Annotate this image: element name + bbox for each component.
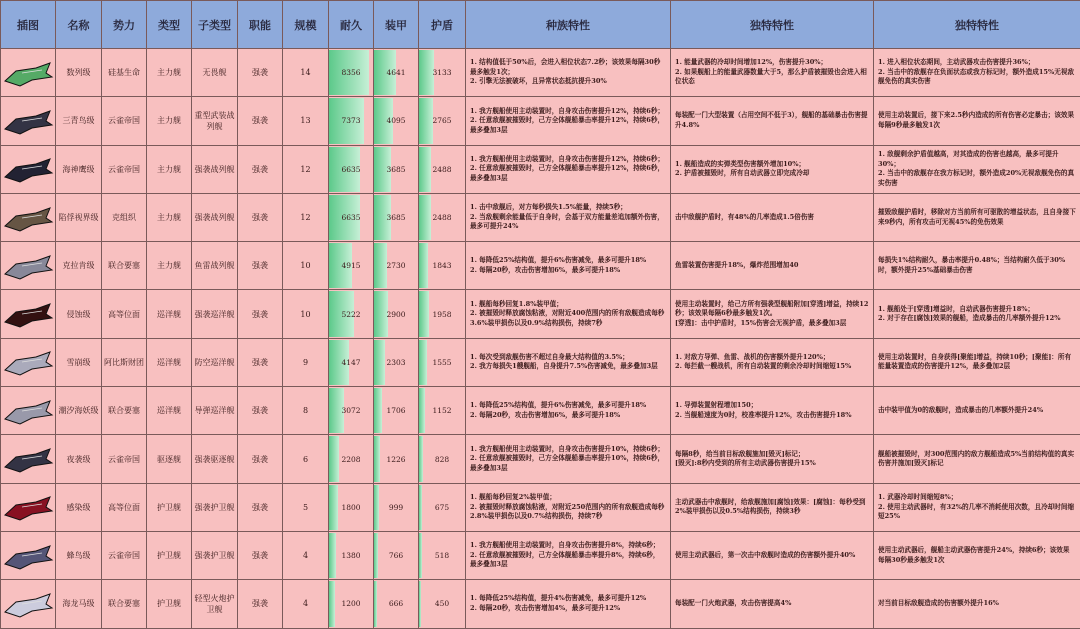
data-bar xyxy=(374,340,385,385)
value: 1200 xyxy=(341,599,360,608)
cell-trait-race: 1. 每次受到敌舰伤害不超过自身最大结构值的3.5%； 2. 我方每损失1艘舰船，自身提升7.5%伤害减免，最多叠加3层 xyxy=(466,338,671,386)
cell-role: 强袭 xyxy=(238,483,283,531)
column-header[interactable]: 类型 xyxy=(147,1,192,49)
table-row xyxy=(1,338,1080,386)
cell-hp xyxy=(329,531,374,579)
cell-armor xyxy=(374,338,419,386)
header-row xyxy=(1,1,1080,49)
value: 2730 xyxy=(386,261,405,270)
ship-icon xyxy=(2,487,54,527)
value: 518 xyxy=(435,551,449,560)
data-bar xyxy=(374,436,380,481)
cell-trait-race: 1. 结构值低于50%后，会进入相位状态7.2秒；该效果每隔30秒最多触发1次； 2. 引擎无法被破坏，且异常状态抵抗提升30% xyxy=(466,49,671,97)
table-row xyxy=(1,97,1080,145)
value: 7373 xyxy=(341,116,360,125)
cell-size: 4 xyxy=(283,580,329,628)
column-header[interactable]: 装甲 xyxy=(374,1,419,49)
cell-shield xyxy=(419,580,466,628)
cell-trait-u1: 主动武器击中敌舰时，给敌舰施加[腐蚀]效果：[腐蚀]：每秒受到2%装甲损伤以及0.5%结构损伤，持续3秒 xyxy=(671,483,874,531)
ship-icon xyxy=(2,536,54,576)
cell-trait-u1: 每装配一门大型装置（占用空间不低于3），舰船的基础暴击伤害提升4.8% xyxy=(671,97,874,145)
cell-size: 8 xyxy=(283,387,329,435)
cell-shield xyxy=(419,387,466,435)
table-row xyxy=(1,483,1080,531)
cell-hp xyxy=(329,387,374,435)
cell-trait-u1: 1. 导弹装置射程增加150； 2. 当舰船速度为0时，校准率提升12%，攻击伤害提升18% xyxy=(671,387,874,435)
table-row xyxy=(1,580,1080,628)
cell-hp xyxy=(329,97,374,145)
cell-armor xyxy=(374,580,419,628)
cell-shield xyxy=(419,483,466,531)
cell-shield xyxy=(419,145,466,193)
cell-faction: 云雀帝国 xyxy=(102,97,147,145)
cell-shield xyxy=(419,242,466,290)
cell-subtype: 强袭护卫舰 xyxy=(192,483,238,531)
value: 8356 xyxy=(341,68,360,77)
cell-trait-race: 1. 每降低25%结构值，提升6%伤害减免，最多可提升18% 2. 每隔20秒，攻击伤害增加6%，最多可提升18% xyxy=(466,387,671,435)
cell-role: 强袭 xyxy=(238,580,283,628)
data-bar xyxy=(419,291,429,336)
cell-size: 12 xyxy=(283,193,329,241)
column-header[interactable]: 护盾 xyxy=(419,1,466,49)
table-row xyxy=(1,193,1080,241)
cell-name: 蜂鸟级 xyxy=(56,531,102,579)
ship-illustration xyxy=(1,242,56,290)
cell-type: 驱逐舰 xyxy=(147,435,192,483)
cell-trait-race: 1. 舰船每秒回复2%装甲值； 2. 被摧毁时释放腐蚀粘液，对附近250范围内的所有敌舰造成每秒2.8%装甲损伤以及0.7%结构损伤，持续7秒 xyxy=(466,483,671,531)
cell-trait-race: 1. 我方舰船使用主动装置时，自身攻击伤害提升10%，持续6秒； 2. 任意敌舰被摧毁时，己方全体舰船暴击率提升10%，持续6秒，最多叠加3层 xyxy=(466,435,671,483)
cell-subtype: 导弹巡洋舰 xyxy=(192,387,238,435)
cell-trait-u1: 使用主动装置时，给己方所有强袭型舰船附加[穿透]增益，持续12秒；该效果每隔6秒最多触发1次。 [穿透]：击中护盾时，15%伤害会无视护盾，最多叠加3层 xyxy=(671,290,874,338)
cell-type: 护卫舰 xyxy=(147,580,192,628)
ship-icon xyxy=(2,294,54,334)
data-bar xyxy=(374,485,379,530)
column-header[interactable]: 耐久 xyxy=(329,1,374,49)
data-bar xyxy=(419,243,428,288)
cell-armor xyxy=(374,435,419,483)
cell-subtype: 强袭护卫舰 xyxy=(192,531,238,579)
cell-role: 强袭 xyxy=(238,435,283,483)
cell-shield xyxy=(419,338,466,386)
ship-icon xyxy=(2,439,54,479)
cell-shield xyxy=(419,49,466,97)
ship-illustration xyxy=(1,387,56,435)
value: 2765 xyxy=(432,116,451,125)
cell-trait-u2: 摧毁敌舰护盾时，移除对方当前所有可驱散的增益状态，且自身接下来9秒内，所有攻击可无视45%的免伤效果 xyxy=(874,193,1080,241)
cell-role: 强袭 xyxy=(238,145,283,193)
cell-hp xyxy=(329,580,374,628)
cell-faction: 云雀帝国 xyxy=(102,145,147,193)
cell-subtype: 防空巡洋舰 xyxy=(192,338,238,386)
table-row xyxy=(1,435,1080,483)
data-bar xyxy=(419,98,433,143)
cell-name: 感染级 xyxy=(56,483,102,531)
cell-role: 强袭 xyxy=(238,242,283,290)
cell-shield xyxy=(419,97,466,145)
cell-faction: 联合要塞 xyxy=(102,580,147,628)
cell-size: 13 xyxy=(283,97,329,145)
cell-shield xyxy=(419,531,466,579)
cell-shield xyxy=(419,435,466,483)
cell-subtype: 强袭战列舰 xyxy=(192,193,238,241)
cell-armor xyxy=(374,387,419,435)
ship-illustration xyxy=(1,531,56,579)
cell-size: 12 xyxy=(283,145,329,193)
cell-trait-race: 1. 击中敌舰后，对方每秒损失1.5%能量，持续5秒； 2. 当敌舰剩余能量低于自身时，会基于双方能量差追加额外伤害，最多可提升24% xyxy=(466,193,671,241)
table-row xyxy=(1,242,1080,290)
cell-trait-u2: 使用主动装置时，自身获得[聚能]增益，持续10秒；[聚能]：所有能量装置造成的伤害提升12%，最多叠加2层 xyxy=(874,338,1080,386)
value: 450 xyxy=(435,599,449,608)
cell-name: 克拉肯级 xyxy=(56,242,102,290)
value: 1706 xyxy=(386,406,405,415)
data-bar xyxy=(329,581,335,626)
cell-trait-u1: 每隔8秒，给当前目标敌舰施加[毁灭]标记； [毁灭]:8秒内受到的所有主动武器伤害提升15% xyxy=(671,435,874,483)
cell-role: 强袭 xyxy=(238,387,283,435)
cell-type: 巡洋舰 xyxy=(147,290,192,338)
cell-armor xyxy=(374,290,419,338)
ship-icon xyxy=(2,149,54,189)
column-header[interactable]: 名称 xyxy=(56,1,102,49)
cell-role: 强袭 xyxy=(238,290,283,338)
cell-hp xyxy=(329,483,374,531)
cell-type: 巡洋舰 xyxy=(147,338,192,386)
cell-size: 6 xyxy=(283,435,329,483)
data-bar xyxy=(419,436,423,481)
cell-name: 海神鹰级 xyxy=(56,145,102,193)
cell-hp xyxy=(329,290,374,338)
data-bar xyxy=(419,581,421,626)
cell-armor xyxy=(374,242,419,290)
cell-size: 10 xyxy=(283,290,329,338)
table-row xyxy=(1,531,1080,579)
value: 2488 xyxy=(432,165,451,174)
cell-trait-u1: 1. 能量武器的冷却时间增加12%，伤害提升30%； 2. 如果舰船上的能量武器数量大于5，那么护盾被摧毁也会进入相位状态 xyxy=(671,49,874,97)
value: 1380 xyxy=(341,551,360,560)
value: 4915 xyxy=(341,261,360,270)
value: 3072 xyxy=(341,406,360,415)
value: 6635 xyxy=(341,165,360,174)
value: 2303 xyxy=(386,358,405,367)
ship-icon xyxy=(2,342,54,382)
cell-shield xyxy=(419,290,466,338)
cell-type: 护卫舰 xyxy=(147,531,192,579)
data-bar xyxy=(374,243,387,288)
cell-armor xyxy=(374,97,419,145)
value: 6635 xyxy=(341,213,360,222)
value: 1152 xyxy=(432,406,451,415)
value: 1843 xyxy=(432,261,451,270)
ship-illustration xyxy=(1,435,56,483)
cell-subtype: 强袭驱逐舰 xyxy=(192,435,238,483)
data-bar xyxy=(419,388,425,433)
cell-faction: 云雀帝国 xyxy=(102,435,147,483)
cell-hp xyxy=(329,338,374,386)
ship-icon xyxy=(2,584,54,624)
value: 2208 xyxy=(341,455,360,464)
ship-illustration xyxy=(1,483,56,531)
data-bar xyxy=(419,147,431,192)
cell-type: 主力舰 xyxy=(147,242,192,290)
data-bar xyxy=(419,195,431,240)
cell-faction: 云雀帝国 xyxy=(102,531,147,579)
ship-illustration xyxy=(1,290,56,338)
column-header[interactable]: 职能 xyxy=(238,1,283,49)
column-header[interactable]: 规模 xyxy=(283,1,329,49)
cell-faction: 高等位面 xyxy=(102,483,147,531)
cell-name: 侵蚀级 xyxy=(56,290,102,338)
data-bar xyxy=(374,581,377,626)
cell-name: 数列级 xyxy=(56,49,102,97)
ship-illustration xyxy=(1,580,56,628)
cell-name: 三青鸟级 xyxy=(56,97,102,145)
value: 828 xyxy=(435,455,449,464)
cell-faction: 联合要塞 xyxy=(102,387,147,435)
value: 3685 xyxy=(386,213,405,222)
cell-faction: 硅基生命 xyxy=(102,49,147,97)
ship-illustration xyxy=(1,193,56,241)
value: 666 xyxy=(389,599,403,608)
ship-icon xyxy=(2,246,54,286)
cell-trait-race: 1. 舰船每秒回复1.8%装甲值； 2. 被摧毁时释放腐蚀粘液，对附近400范围内的所有敌舰造成每秒3.6%装甲损伤以及0.9%结构损伤，持续7秒 xyxy=(466,290,671,338)
cell-shield xyxy=(419,193,466,241)
cell-size: 4 xyxy=(283,531,329,579)
value: 675 xyxy=(435,503,449,512)
ship-illustration xyxy=(1,338,56,386)
value: 1226 xyxy=(386,455,405,464)
cell-armor xyxy=(374,193,419,241)
column-header[interactable]: 种族特性 xyxy=(466,1,671,49)
cell-trait-u1: 1. 舰船造成的实弹类型伤害额外增加10%； 2. 护盾被摧毁时，所有自动武器立即完成冷却 xyxy=(671,145,874,193)
ship-icon xyxy=(2,198,54,238)
cell-armor xyxy=(374,483,419,531)
cell-armor xyxy=(374,531,419,579)
cell-trait-u1: 1. 对敌方导弹、鱼雷、战机的伤害额外提升120%； 2. 每拦截一艘战机，所有自动装置的剩余冷却时间缩短15% xyxy=(671,338,874,386)
data-bar xyxy=(374,388,382,433)
value: 2488 xyxy=(432,213,451,222)
cell-trait-u2: 1. 进入相位状态期间，主动武器攻击伤害提升36%； 2. 当击中的敌舰存在负面状态或我方标记时，额外造成15%无视敌舰免伤的真实伤害 xyxy=(874,49,1080,97)
cell-trait-u1: 使用主动武器后，第一次击中敌舰时造成的伤害额外提升40% xyxy=(671,531,874,579)
cell-trait-race: 1. 我方舰船使用主动装置时，自身攻击伤害提升12%，持续6秒； 2. 任意敌舰被摧毁时，己方全体舰船暴击率提升12%，持续6秒，最多叠加3层 xyxy=(466,145,671,193)
cell-trait-u2: 击中装甲值为0的敌舰时，造成暴击的几率额外提升24% xyxy=(874,387,1080,435)
ship-icon xyxy=(2,101,54,141)
cell-subtype: 强袭战列舰 xyxy=(192,145,238,193)
cell-hp xyxy=(329,193,374,241)
table-row xyxy=(1,145,1080,193)
cell-trait-u1: 每装配一门火炮武器，攻击伤害提高4% xyxy=(671,580,874,628)
cell-type: 巡洋舰 xyxy=(147,387,192,435)
value: 999 xyxy=(389,503,403,512)
cell-subtype: 轻型火炮护卫舰 xyxy=(192,580,238,628)
cell-name: 海龙马级 xyxy=(56,580,102,628)
value: 4147 xyxy=(341,358,360,367)
cell-subtype: 无畏舰 xyxy=(192,49,238,97)
value: 2900 xyxy=(386,310,405,319)
cell-type: 主力舰 xyxy=(147,49,192,97)
data-bar xyxy=(329,485,338,530)
cell-trait-race: 1. 每降低25%结构值，提升4%伤害减免，最多可提升12% 2. 每隔20秒，攻击伤害增加4%，最多可提升12% xyxy=(466,580,671,628)
data-bar xyxy=(374,533,378,578)
cell-size: 9 xyxy=(283,338,329,386)
cell-role: 强袭 xyxy=(238,49,283,97)
cell-type: 主力舰 xyxy=(147,193,192,241)
cell-subtype: 强袭巡洋舰 xyxy=(192,290,238,338)
cell-armor xyxy=(374,49,419,97)
cell-faction: 克组织 xyxy=(102,193,147,241)
value: 1555 xyxy=(432,358,451,367)
cell-name: 雪崩级 xyxy=(56,338,102,386)
data-bar xyxy=(419,533,422,578)
cell-role: 强袭 xyxy=(238,531,283,579)
cell-hp xyxy=(329,145,374,193)
cell-trait-u2: 使用主动装置后，接下来2.5秒内造成的所有伤害必定暴击；该效果每隔9秒最多触发1次 xyxy=(874,97,1080,145)
column-header[interactable]: 势力 xyxy=(102,1,147,49)
table-row xyxy=(1,49,1080,97)
cell-type: 主力舰 xyxy=(147,145,192,193)
cell-name: 陷俘视界级 xyxy=(56,193,102,241)
column-header[interactable]: 独特特性 xyxy=(874,1,1080,49)
value: 1800 xyxy=(341,503,360,512)
value: 4641 xyxy=(386,68,405,77)
cell-name: 夜袭级 xyxy=(56,435,102,483)
value: 3685 xyxy=(386,165,405,174)
data-bar xyxy=(419,485,422,530)
column-header[interactable]: 插图 xyxy=(1,1,56,49)
cell-trait-u1: 击中敌舰护盾时，有48%的几率造成1.5倍伤害 xyxy=(671,193,874,241)
value: 5222 xyxy=(341,310,360,319)
cell-size: 5 xyxy=(283,483,329,531)
cell-faction: 联合要塞 xyxy=(102,242,147,290)
cell-subtype: 重型武装战列舰 xyxy=(192,97,238,145)
ship-illustration xyxy=(1,49,56,97)
data-bar xyxy=(329,436,339,481)
cell-size: 10 xyxy=(283,242,329,290)
cell-subtype: 鱼雷战列舰 xyxy=(192,242,238,290)
ship-icon xyxy=(2,391,54,431)
cell-hp xyxy=(329,49,374,97)
cell-trait-u2: 对当前目标敌舰造成的伤害额外提升16% xyxy=(874,580,1080,628)
value: 4095 xyxy=(386,116,405,125)
cell-hp xyxy=(329,435,374,483)
column-header[interactable]: 独特特性 xyxy=(671,1,874,49)
cell-role: 强袭 xyxy=(238,193,283,241)
data-bar xyxy=(329,533,336,578)
cell-armor xyxy=(374,145,419,193)
cell-trait-u2: 使用主动武器后，舰船主动武器伤害提升24%，持续6秒；该效果每隔30秒最多触发1次 xyxy=(874,531,1080,579)
cell-name: 潮汐海妖级 xyxy=(56,387,102,435)
ship-illustration xyxy=(1,145,56,193)
table-row xyxy=(1,290,1080,338)
value: 766 xyxy=(389,551,403,560)
cell-type: 主力舰 xyxy=(147,97,192,145)
cell-trait-u2: 每损失1%结构耐久，暴击率提升0.48%；当结构耐久低于30%时，额外提升25%基础暴击伤害 xyxy=(874,242,1080,290)
cell-role: 强袭 xyxy=(238,97,283,145)
value: 3133 xyxy=(432,68,451,77)
cell-faction: 高等位面 xyxy=(102,290,147,338)
cell-trait-race: 1. 我方舰船使用主动装置时，自身攻击伤害提升12%，持续6秒； 2. 任意敌舰被摧毁时，己方全体舰船暴击率提升12%，持续6秒，最多叠加3层 xyxy=(466,97,671,145)
table-row xyxy=(1,387,1080,435)
cell-hp xyxy=(329,242,374,290)
cell-trait-u2: 1. 敌舰剩余护盾值越高，对其造成的伤害也越高，最多可提升30%； 2. 当击中的敌舰存在我方标记时，额外造成20%无视敌舰免伤的真实伤害 xyxy=(874,145,1080,193)
cell-trait-race: 1. 每降低25%结构值，提升6%伤害减免，最多可提升18% 2. 每隔20秒，攻击伤害增加6%，最多可提升18% xyxy=(466,242,671,290)
data-bar xyxy=(419,340,427,385)
cell-trait-u2: 1. 舰船处于[穿透]增益时，自动武器伤害提升18%； 2. 对于存在[腐蚀]效果的舰船，造成暴击的几率额外提升12% xyxy=(874,290,1080,338)
ship-illustration xyxy=(1,97,56,145)
cell-type: 护卫舰 xyxy=(147,483,192,531)
cell-trait-race: 1. 我方舰船使用主动装置时，自身攻击伤害提升8%，持续6秒； 2. 任意敌舰被摧毁时，己方全体舰船暴击率提升8%，持续6秒，最多叠加3层 xyxy=(466,531,671,579)
column-header[interactable]: 子类型 xyxy=(192,1,238,49)
ship-icon xyxy=(2,53,54,93)
cell-trait-u2: 舰船被摧毁时，对300范围内的敌方舰船造成5%当前结构值的真实伤害并施加[毁灭]标记 xyxy=(874,435,1080,483)
cell-size: 14 xyxy=(283,49,329,97)
cell-trait-u2: 1. 武器冷却时间缩短8%； 2. 使用主动武器时，有32%的几率不消耗使用次数，且冷却时间缩短25% xyxy=(874,483,1080,531)
cell-role: 强袭 xyxy=(238,338,283,386)
value: 1958 xyxy=(432,310,451,319)
cell-trait-u1: 鱼雷装置伤害提升18%，爆炸范围增加40 xyxy=(671,242,874,290)
cell-faction: 阿比斯财团 xyxy=(102,338,147,386)
